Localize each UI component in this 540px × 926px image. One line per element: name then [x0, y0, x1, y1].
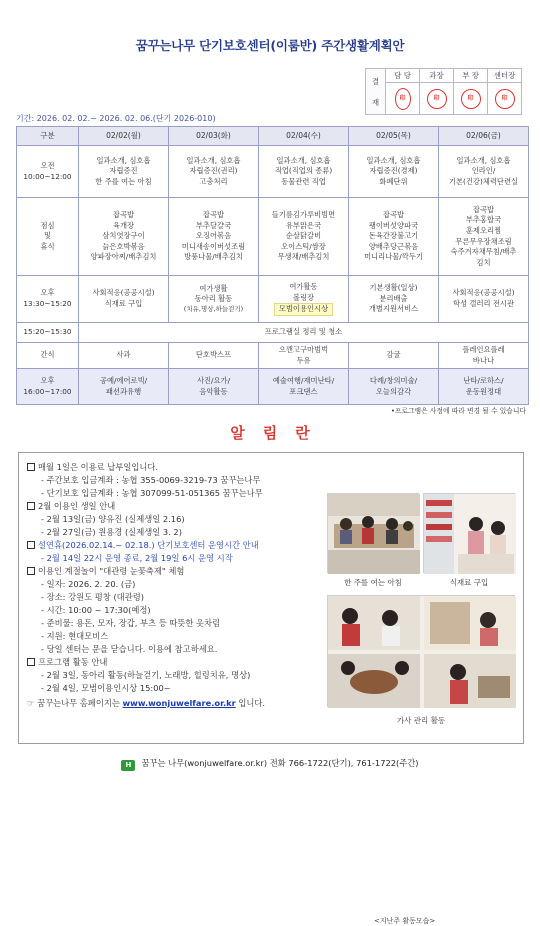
schedule-cell: 일과소개, 심호흡 인라인/ 기본(건강)체력단련실 — [439, 146, 529, 198]
checkbox-icon — [27, 463, 35, 471]
seal-stamp: 印 — [395, 88, 411, 110]
activity-photo — [327, 493, 419, 573]
notice-item: - 2월 13일(금) 양유진 (실제생일 2.16) — [41, 514, 185, 524]
photos-caption: <지난주 활동모습> — [374, 917, 436, 925]
header-cell: 02/04(수) — [259, 127, 349, 146]
activity-photo — [423, 493, 515, 573]
approval-sign — [420, 83, 454, 115]
schedule-cell: 일과소개, 심호흡 자립증진(경제) 화폐단위 — [349, 146, 439, 198]
notice-item: - 당일 센터는 문을 닫습니다. 이용에 참고하세요. — [41, 644, 218, 654]
cleanup-row — [17, 323, 529, 343]
row-label: 15:20~15:30 — [17, 323, 79, 343]
notice-list — [27, 461, 327, 710]
checkbox-icon — [27, 541, 35, 549]
schedule-cell: 사진/요가/ 음악활동 — [169, 369, 259, 405]
row-label: 오전 10:00~12:00 — [17, 146, 79, 198]
notice-item: - 주간보호 입금계좌 : 농협 355-0069-3219-73 꿈꾸는나무 — [41, 475, 261, 485]
schedule-cell: 다례/창의미술/ 오늘의감각 — [349, 369, 439, 405]
notice-heading: 매월 1일은 이용료 납부일입니다. — [27, 461, 327, 474]
schedule-cell: 예술여행/재미난타/ 포크댄스 — [259, 369, 349, 405]
schedule-cell: 난타/로하스/ 운동원정대 — [439, 369, 529, 405]
schedule-cell: 프로그램실 정리 및 청소 — [79, 323, 529, 343]
schedule-cell: 들기름김가루비빔면 유부맑은국 순살닭갈비 오이스틱/쌈장 무생채/배추김치 — [259, 198, 349, 276]
schedule-cell: 일과소개, 심호흡 자립증진(권리) 고충처리 — [169, 146, 259, 198]
schedule-cell: 일과소개, 심호흡 직업(직업의 종류) 동물관련 직업 — [259, 146, 349, 198]
approval-row-label: 결 재 — [366, 69, 386, 115]
footer — [0, 757, 540, 771]
schedule-cell: 일과소개, 심호흡 자립증진 한 주를 여는 아침 — [79, 146, 169, 198]
approval-sign — [488, 83, 522, 115]
footer-text: 꿈꾸는 나무(wonjuwelfare.or.kr) 전화 766-1722(단기), 761-1722(주간) — [141, 758, 419, 768]
snack-row — [17, 343, 529, 369]
approval-role: 담 당 — [386, 69, 420, 83]
schedule-cell: 사회적응(공공시설) 학성 갤러리 전시관 — [439, 276, 529, 323]
checkbox-icon — [27, 658, 35, 666]
photo-label: 한 주를 여는 아침 — [344, 578, 402, 587]
approval-role: 센터장 — [488, 69, 522, 83]
photo-label: 식재료 구입 — [449, 578, 489, 587]
schedule-cell: 잡곡밥 팽이버섯양파국 돈육간장불고기 양배추당근볶음 미니리나물/깍두기 — [349, 198, 439, 276]
schedule-cell: 여가활동 볼링장 모범이용인시상 — [259, 276, 349, 323]
approval-role: 과장 — [420, 69, 454, 83]
schedule-cell: 감귤 — [349, 343, 439, 369]
schedule-cell: 사과 — [79, 343, 169, 369]
schedule-cell: 단호박스프 — [169, 343, 259, 369]
approval-sign — [386, 83, 420, 115]
period-text: 기간: 2026. 02. 02.~ 2026. 02. 06.(단기 2026-010) — [16, 114, 216, 123]
afternoon2-row — [17, 369, 529, 405]
schedule-cell: 잡곡밥 부추홍합국 훈제오리찜 무른무우장채조림 숙주겨자채무침/배추 김치 — [439, 198, 529, 276]
afternoon1-row — [17, 276, 529, 323]
schedule-cell: 여가생활 동아리 활동 (치유,명상,하늘걷기) — [169, 276, 259, 323]
row-label: 간식 — [17, 343, 79, 369]
header-cell: 02/05(목) — [349, 127, 439, 146]
schedule-cell: 잡곡밥 부추달걀국 오징어볶음 미니새송이버섯조림 방풍나물/배추김치 — [169, 198, 259, 276]
row-label: 오후 13:30~15:20 — [17, 276, 79, 323]
header-cell: 02/02(월) — [79, 127, 169, 146]
notice-item: - 2월 4일, 모범이용인시상 15:00~ — [41, 683, 171, 693]
schedule-cell: 으깬고구마범벅 두유 — [259, 343, 349, 369]
activity-photo-collage — [327, 595, 515, 707]
schedule-cell: 플레인요플레 바나나 — [439, 343, 529, 369]
notice-item: - 장소: 강원도 평창 (대관령) — [41, 592, 144, 602]
header-cell: 02/03(화) — [169, 127, 259, 146]
page-title: 꿈꾸는나무 단기보호센터(이룸반) 주간생활계획안 — [135, 38, 405, 53]
notice-item: - 준비물: 용돈, 모자, 장갑, 부츠 등 따뜻한 옷차림 — [41, 618, 221, 628]
highlight-badge: 모범이용인시상 — [274, 303, 333, 316]
seal-stamp: 印 — [495, 89, 515, 109]
row-label: 점심 및 휴식 — [17, 198, 79, 276]
notice-item: - 지원: 현대모비스 — [41, 631, 109, 641]
approval-table — [365, 68, 522, 115]
logo-icon: H — [121, 760, 135, 771]
schedule-cell: 사회적응(공공시설) 식재료 구입 — [79, 276, 169, 323]
notice-item: - 일자: 2026. 2. 20. (금) — [41, 579, 136, 589]
schedule-cell: 기본생활(일상) 분리배출 개별지원서비스 — [349, 276, 439, 323]
notice-item: - 단기보호 입금계좌 : 농협 307099-51-051365 꿈꾸는나무 — [41, 488, 263, 498]
notice-item: - 시간: 10:00 ~ 17:30(예정) — [41, 605, 151, 615]
morning-row — [17, 146, 529, 198]
approval-sign — [454, 83, 488, 115]
checkbox-icon — [27, 502, 35, 510]
notice-heading: 2월 이용인 생일 안내 — [27, 500, 327, 513]
notice-heading: 설연휴(2026.02.14.~ 02.18.) 단기보호센터 운영시간 안내 — [27, 539, 327, 552]
notice-title: 알림란 — [230, 424, 328, 442]
notice-heading: 프로그램 활동 안내 — [27, 656, 327, 669]
homepage-link[interactable]: www.wonjuwelfare.or.kr — [122, 698, 236, 708]
notice-item: - 2월 3일, 동아리 활동(하늘걷기, 노래방, 힐링치유, 명상) — [41, 670, 251, 680]
schedule-cell: 잡곡밥 육개장 삼치엿장구이 늙은호박볶음 양파장아찌/배추김치 — [79, 198, 169, 276]
homepage-line: ☞ 꿈꾸는나무 홈페이지는 www.wonjuwelfare.or.kr 입니다. — [27, 698, 266, 708]
header-cell: 구분 — [17, 127, 79, 146]
photo-label: 가사 관리 활동 — [396, 716, 446, 725]
notice-item: - 2월 14일 22시 운영 종료, 2월 19일 6시 운영 시작 — [41, 553, 233, 563]
row-label: 오후 16:00~17:00 — [17, 369, 79, 405]
schedule-note: •프로그램은 사정에 따라 변경 될 수 있습니다 — [390, 407, 526, 415]
schedule-table — [16, 126, 529, 405]
notice-item: - 2월 27일(금) 원용경 (실제생일 3. 2) — [41, 527, 182, 537]
lunch-row — [17, 198, 529, 276]
checkbox-icon — [27, 567, 35, 575]
approval-role: 부 장 — [454, 69, 488, 83]
schedule-cell: 공예/에어로빅/ 패션과유행 — [79, 369, 169, 405]
seal-stamp: 印 — [427, 89, 447, 109]
schedule-header-row — [17, 127, 529, 146]
notice-heading: 이용인 계절놀이 "대관령 눈꽃축제" 체험 — [27, 565, 327, 578]
header-cell: 02/06(금) — [439, 127, 529, 146]
seal-stamp: 印 — [461, 89, 481, 109]
